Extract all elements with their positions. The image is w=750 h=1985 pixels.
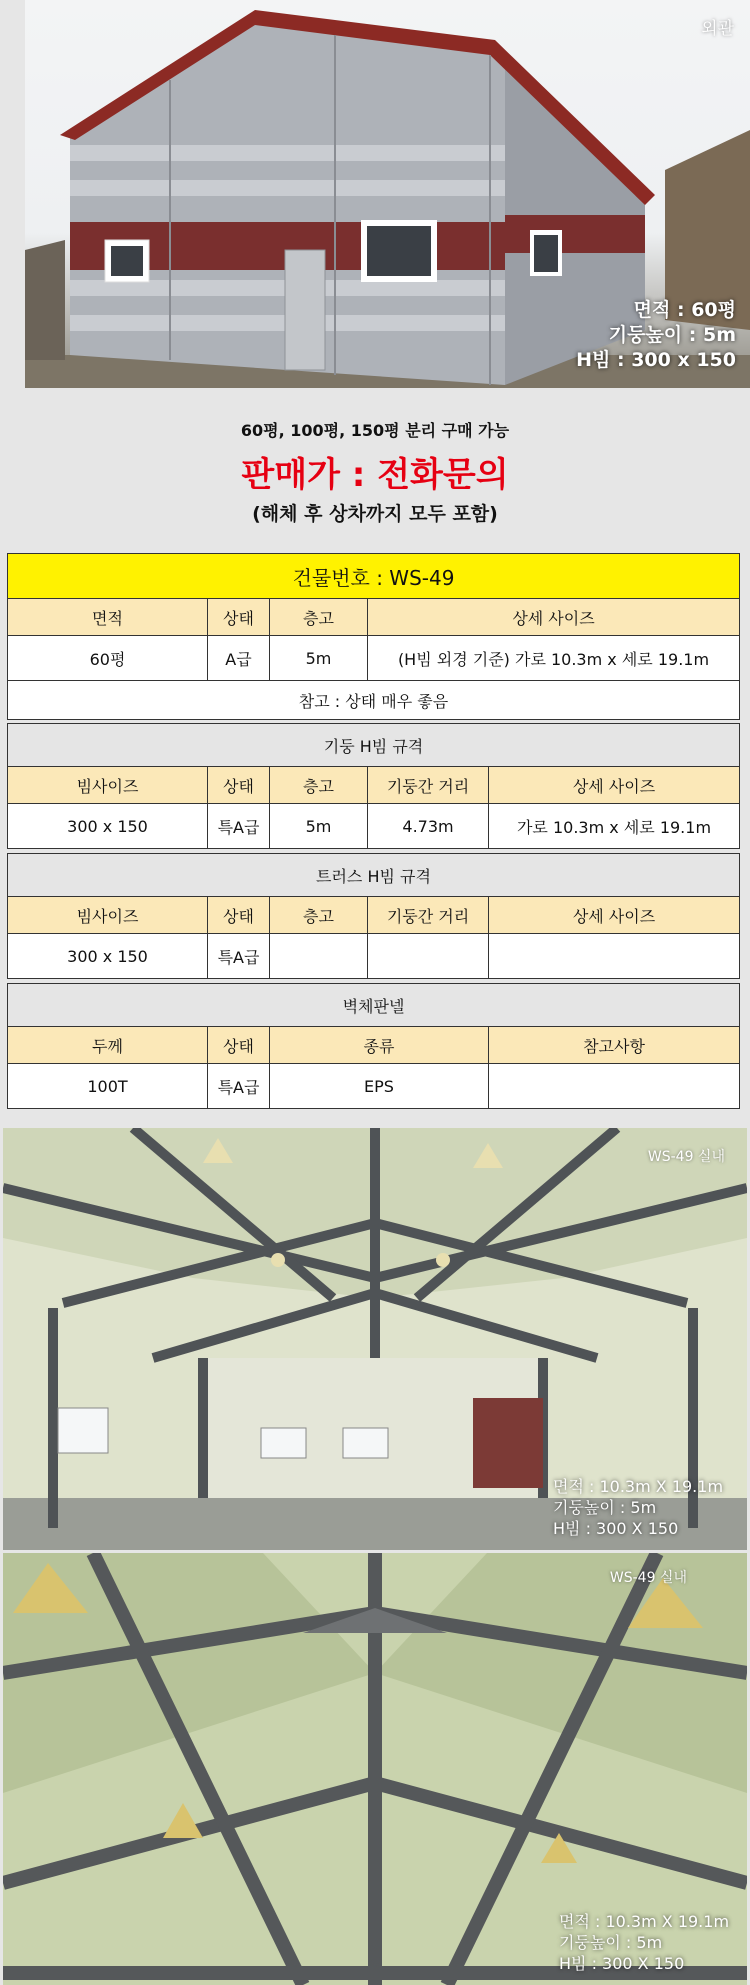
value-area: 60평: [89, 649, 126, 669]
value-remarks: [488, 1064, 739, 1108]
header-detail-size: 상세 사이즈: [488, 767, 739, 803]
value-detail-size: (H빔 외경 기준) 가로 10.3m x 세로 19.1m: [367, 636, 739, 680]
header-floor-height: 층고: [269, 897, 367, 933]
truss-hbeam-title: 트러스 H빔 규격: [8, 854, 739, 896]
truss-hbeam-table: [7, 853, 740, 979]
price-note: (해체 후 상차까지 모두 포함): [252, 503, 498, 525]
interior2-area: 면적 : 10.3m X 19.1m: [559, 1912, 730, 1931]
value-beam-size: 300 x 150: [67, 816, 148, 836]
header-column-spacing: 기둥간 거리: [367, 767, 488, 803]
value-detail-size: 가로 10.3m x 세로 19.1m: [488, 804, 739, 848]
header-detail-size: 상세 사이즈: [367, 599, 739, 635]
interior2-hbeam: H빔 : 300 X 150: [559, 1954, 685, 1973]
value-thickness: 100T: [87, 1076, 128, 1096]
value-type: EPS: [269, 1064, 488, 1108]
exterior-hbeam: H빔 : 300 x 150: [576, 349, 736, 371]
header-condition: 상태: [207, 767, 269, 803]
interior2-info: [559, 1911, 733, 1974]
header-area: 면적: [8, 599, 207, 635]
wall-panel-table: [7, 983, 740, 1109]
interior1-hbeam: H빔 : 300 X 150: [553, 1519, 679, 1538]
header-type: 종류: [269, 1027, 488, 1063]
interior1-column-height: 기둥높이 : 5m: [553, 1498, 657, 1517]
value-beam-size: 300 x 150: [67, 946, 148, 966]
price-headline: 판매가 : 전화문의: [241, 455, 509, 495]
header-detail-size: 상세 사이즈: [488, 897, 739, 933]
header-column-spacing: 기둥간 거리: [367, 897, 488, 933]
header-condition: 상태: [207, 599, 269, 635]
interior2-tag: WS-49 실내: [609, 1570, 687, 1586]
exterior-column-height: 기둥높이 : 5m: [608, 324, 736, 346]
exterior-tag: 외관: [701, 19, 734, 39]
interior1-tag: WS-49 실내: [647, 1149, 725, 1165]
header-condition: 상태: [207, 1027, 269, 1063]
interior1-info: [553, 1476, 733, 1539]
value-floor-height: 5m: [269, 804, 367, 848]
value-condition: 특A급: [207, 934, 269, 978]
building-table: [7, 553, 740, 720]
value-floor-height: 5m: [269, 636, 367, 680]
value-column-spacing: [367, 934, 488, 978]
interior1-area: 면적 : 10.3m X 19.1m: [553, 1477, 724, 1496]
value-condition: 특A급: [207, 1064, 269, 1108]
exterior-photo: [25, 0, 750, 388]
column-hbeam-title: 기둥 H빔 규격: [8, 724, 739, 766]
header-thickness: 두께: [8, 1027, 207, 1063]
value-condition: A급: [207, 636, 269, 680]
wall-panel-title: 벽체판넬: [8, 984, 739, 1026]
exterior-area: 면적 : 60평: [633, 299, 736, 321]
header-remarks: 참고사항: [488, 1027, 739, 1063]
value-floor-height: [269, 934, 367, 978]
building-number: 건물번호 : WS-49: [8, 554, 739, 598]
interior2-column-height: 기둥높이 : 5m: [559, 1933, 663, 1952]
column-hbeam-table: [7, 723, 740, 849]
exterior-info: [576, 298, 736, 373]
value-detail-size: [488, 934, 739, 978]
header-floor-height: 층고: [269, 599, 367, 635]
header-beam-size: 빔사이즈: [8, 767, 207, 803]
header-floor-height: 층고: [269, 767, 367, 803]
interior-photo-1: [3, 1128, 747, 1550]
building-note: 참고 : 상태 매우 좋음: [298, 691, 449, 711]
header-beam-size: 빔사이즈: [8, 897, 207, 933]
value-column-spacing: 4.73m: [367, 804, 488, 848]
header-condition: 상태: [207, 897, 269, 933]
interior-photo-2: [3, 1553, 747, 1985]
value-condition: 특A급: [207, 804, 269, 848]
purchase-options: 60평, 100평, 150평 분리 구매 가능: [240, 421, 510, 440]
